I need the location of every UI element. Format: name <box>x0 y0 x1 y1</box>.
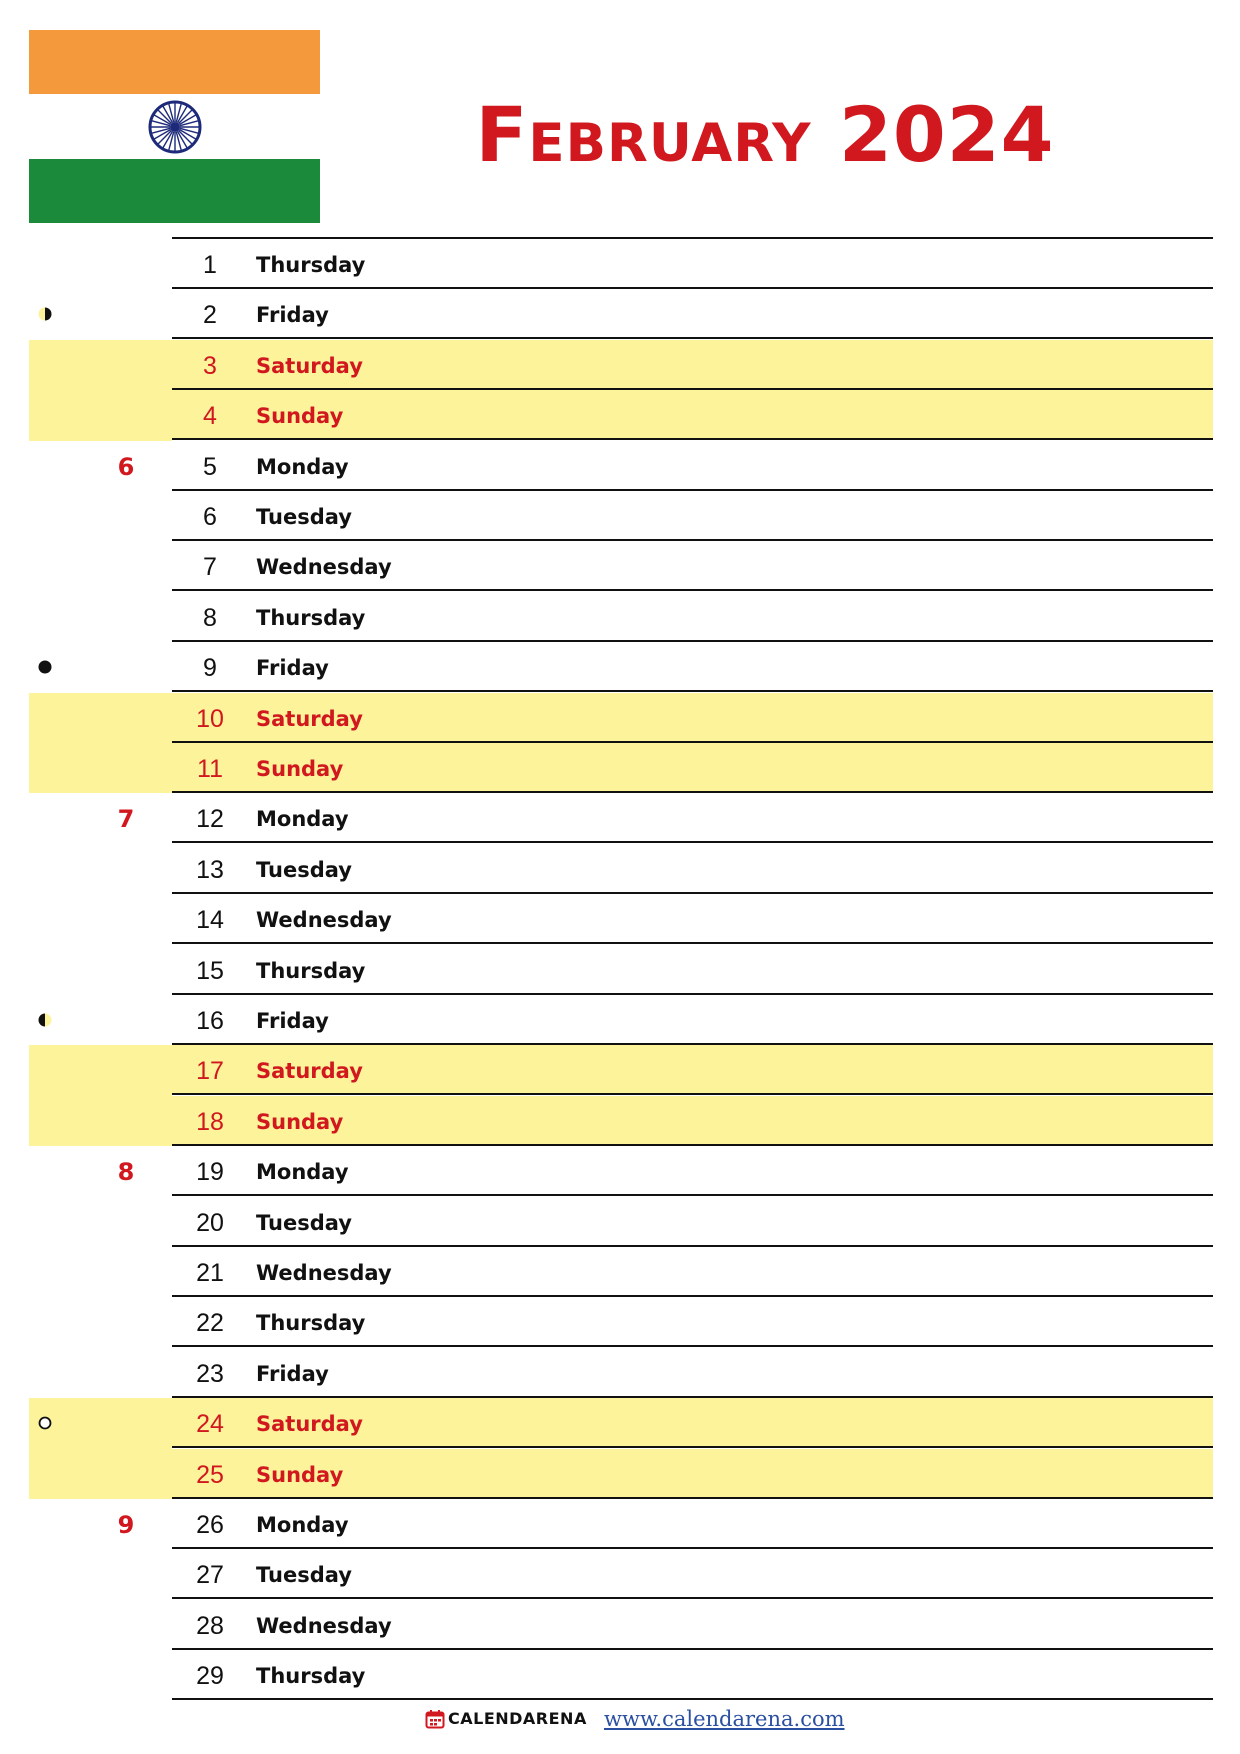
day-row <box>0 592 1240 642</box>
day-number: 23 <box>196 1359 224 1388</box>
day-number: 17 <box>196 1057 224 1086</box>
week-number: 8 <box>117 1158 135 1187</box>
weekend-side-band <box>29 693 172 794</box>
day-row <box>0 894 1240 944</box>
day-number: 7 <box>203 553 217 582</box>
day-row <box>0 1348 1240 1398</box>
day-number: 1 <box>203 251 217 279</box>
day-number: 20 <box>196 1208 224 1237</box>
day-row <box>0 541 1240 591</box>
week-number: 7 <box>117 805 135 834</box>
week-number: 6 <box>117 452 135 481</box>
day-number: 26 <box>196 1511 224 1539</box>
day-number: 27 <box>196 1561 224 1590</box>
day-name: Tuesday <box>256 857 352 882</box>
day-number: 25 <box>196 1460 224 1489</box>
day-number: 22 <box>196 1309 224 1338</box>
day-number: 16 <box>196 1007 224 1035</box>
row-divider <box>172 1698 1213 1700</box>
day-name: Sunday <box>256 1462 344 1487</box>
day-name: Wednesday <box>256 1261 392 1285</box>
day-name: Tuesday <box>256 505 352 529</box>
weekend-side-band <box>29 1045 172 1146</box>
day-row <box>0 642 1240 692</box>
day-number: 13 <box>196 855 224 884</box>
day-row <box>0 693 1240 743</box>
day-name: Monday <box>256 1513 349 1537</box>
day-name: Saturday <box>256 1412 363 1437</box>
day-name: Thursday <box>256 1664 366 1689</box>
day-number: 29 <box>196 1662 224 1691</box>
day-row <box>0 1549 1240 1599</box>
day-number: 9 <box>203 654 217 683</box>
day-number: 12 <box>196 805 224 834</box>
day-row <box>0 1650 1240 1700</box>
day-name: Monday <box>256 807 349 832</box>
day-name: Saturday <box>256 706 363 731</box>
footer <box>0 1703 1240 1743</box>
day-name: Thursday <box>256 1311 366 1336</box>
day-name: Friday <box>256 656 329 681</box>
day-name: Friday <box>256 1361 329 1386</box>
weekend-side-band <box>29 340 172 441</box>
day-number: 11 <box>197 755 223 783</box>
day-name: Wednesday <box>256 908 392 933</box>
day-name: Thursday <box>256 958 366 983</box>
calendar-icon <box>425 1709 445 1729</box>
full-moon-icon <box>36 1414 54 1432</box>
day-row <box>0 1499 1240 1549</box>
day-number: 4 <box>203 402 217 431</box>
day-name: Monday <box>256 454 349 479</box>
day-number: 6 <box>203 503 217 531</box>
day-number: 14 <box>196 906 224 935</box>
day-row <box>0 491 1240 541</box>
day-row <box>0 239 1240 289</box>
day-row <box>0 1297 1240 1347</box>
day-number: 15 <box>196 956 224 985</box>
day-row <box>0 945 1240 995</box>
day-row <box>0 441 1240 491</box>
day-name: Sunday <box>256 757 344 781</box>
day-number: 2 <box>203 301 217 330</box>
day-number: 21 <box>196 1259 224 1287</box>
day-name: Saturday <box>256 1059 363 1084</box>
day-row <box>0 844 1240 894</box>
day-number: 19 <box>196 1158 224 1187</box>
day-name: Tuesday <box>256 1563 352 1588</box>
day-row <box>0 743 1240 793</box>
day-name: Saturday <box>256 353 363 378</box>
day-row <box>0 1045 1240 1095</box>
first-quarter-moon-icon <box>36 1011 54 1029</box>
week-number: 9 <box>117 1511 135 1539</box>
day-row <box>0 793 1240 843</box>
page-title: February 2024 <box>475 90 1055 179</box>
day-name: Thursday <box>256 253 366 277</box>
day-name: Tuesday <box>256 1210 352 1235</box>
day-row <box>0 1449 1240 1499</box>
day-row <box>0 1600 1240 1650</box>
day-name: Wednesday <box>256 555 392 580</box>
day-name: Sunday <box>256 1109 344 1134</box>
day-number: 10 <box>196 704 224 733</box>
day-row <box>0 1398 1240 1448</box>
day-name: Monday <box>256 1160 349 1185</box>
day-row <box>0 1247 1240 1297</box>
last-quarter-moon-icon <box>36 305 54 323</box>
day-name: Friday <box>256 303 329 328</box>
day-row <box>0 995 1240 1045</box>
day-number: 18 <box>196 1107 224 1136</box>
day-name: Wednesday <box>256 1613 392 1638</box>
footer-brand: CALENDARENA <box>448 1709 587 1728</box>
day-row <box>0 340 1240 390</box>
day-row <box>0 1146 1240 1196</box>
day-number: 3 <box>203 351 217 380</box>
day-row <box>0 390 1240 440</box>
day-number: 5 <box>203 452 217 481</box>
day-name: Friday <box>256 1009 329 1033</box>
day-row <box>0 289 1240 339</box>
day-row <box>0 1197 1240 1247</box>
day-name: Thursday <box>256 605 366 630</box>
day-name: Sunday <box>256 404 344 429</box>
day-number: 28 <box>196 1611 224 1640</box>
day-number: 24 <box>196 1410 224 1439</box>
footer-website-link[interactable]: www.calendarena.com <box>604 1707 845 1731</box>
day-row <box>0 1096 1240 1146</box>
new-moon-icon <box>36 658 54 676</box>
day-number: 8 <box>203 603 217 632</box>
